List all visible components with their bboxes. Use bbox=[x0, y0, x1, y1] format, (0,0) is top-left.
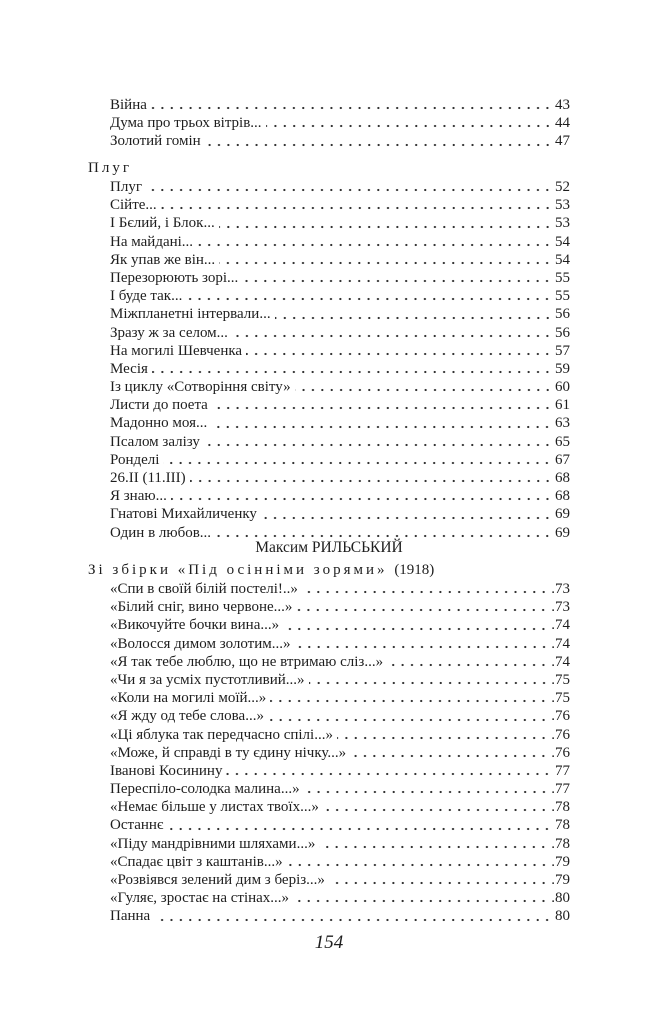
toc-entry bbox=[88, 378, 570, 396]
entry-page: .75 bbox=[551, 690, 570, 707]
toc-entry bbox=[88, 871, 570, 889]
toc-entry bbox=[88, 214, 570, 232]
entry-title: Гнатові Михайличенку bbox=[110, 506, 257, 523]
entry-page: 68 bbox=[555, 470, 570, 486]
entry-page: .73 bbox=[551, 581, 570, 597]
dot-leader bbox=[215, 528, 552, 538]
dot-leader bbox=[242, 273, 552, 283]
entry-page: 54 bbox=[555, 251, 570, 268]
entry-page: 53 bbox=[555, 215, 570, 232]
dot-leader bbox=[232, 328, 552, 338]
toc-entry bbox=[88, 196, 570, 214]
dot-leader bbox=[219, 219, 552, 229]
dot-leader bbox=[190, 473, 552, 483]
section-title: Зі збірки «Під осінніми зорями» bbox=[88, 562, 388, 578]
entry-page: .77 bbox=[551, 781, 570, 798]
section-heading bbox=[88, 560, 570, 580]
dot-leader bbox=[266, 118, 552, 128]
entry-page: 60 bbox=[555, 379, 570, 396]
toc-entry bbox=[88, 616, 570, 634]
dot-leader bbox=[295, 382, 552, 392]
entry-title: «Може, й справді в ту єдину нічку...» bbox=[110, 744, 347, 761]
entry-title: «Спадає цвіт з каштанів...» bbox=[110, 853, 283, 870]
toc-entry bbox=[88, 580, 570, 598]
entry-title: Дума про трьох вітрів... bbox=[110, 115, 262, 132]
dot-leader bbox=[283, 621, 548, 631]
toc-entry bbox=[88, 324, 570, 342]
dot-leader bbox=[309, 675, 549, 685]
section-year: (1918) bbox=[394, 562, 435, 578]
entry-page: 63 bbox=[555, 415, 570, 432]
entry-page: 57 bbox=[555, 342, 570, 359]
dot-leader bbox=[387, 657, 548, 667]
dot-leader bbox=[204, 437, 552, 447]
entry-page: 69 bbox=[555, 506, 570, 523]
entry-title: Сійте... bbox=[110, 197, 157, 214]
entry-page: 68 bbox=[555, 488, 570, 505]
dot-leader bbox=[296, 602, 548, 612]
dot-leader bbox=[163, 455, 552, 465]
dot-leader bbox=[226, 766, 552, 776]
entry-title: «Ці яблука так передчасно спілі...» bbox=[110, 726, 333, 743]
dot-leader bbox=[171, 491, 552, 501]
entry-title: 26.II (11.III) bbox=[110, 470, 186, 486]
dot-leader bbox=[205, 137, 552, 147]
toc-entry bbox=[88, 635, 570, 653]
entry-page: 47 bbox=[555, 133, 570, 150]
entry-page: 56 bbox=[555, 324, 570, 341]
dot-leader bbox=[151, 100, 552, 110]
entry-title: Як упав же він... bbox=[110, 251, 216, 268]
entry-title: Із циклу «Сотворіння світу» bbox=[110, 379, 291, 396]
dot-leader bbox=[329, 875, 548, 885]
toc-entry bbox=[88, 671, 570, 689]
dot-leader bbox=[186, 291, 552, 301]
toc-entry bbox=[88, 360, 570, 378]
toc-entry bbox=[88, 689, 570, 707]
toc-entry bbox=[88, 780, 570, 798]
entry-page: .79 bbox=[551, 853, 570, 870]
entry-title: Зразу ж за селом... bbox=[110, 324, 228, 341]
entry-title: Іванові Косинину bbox=[110, 762, 223, 779]
toc-group-rylsky bbox=[88, 560, 570, 926]
dot-leader bbox=[212, 400, 552, 410]
entry-page: .74 bbox=[551, 653, 570, 670]
entry-page: 69 bbox=[555, 524, 570, 541]
entry-page: .80 bbox=[551, 890, 570, 907]
dot-leader bbox=[167, 821, 552, 831]
toc-entry bbox=[88, 505, 570, 523]
dot-leader bbox=[350, 748, 548, 758]
entry-page: 59 bbox=[555, 360, 570, 377]
page-number: 154 bbox=[314, 932, 344, 953]
entry-title: «Волосся димом золотим...» bbox=[110, 635, 291, 652]
entry-title: Я знаю... bbox=[110, 488, 167, 505]
dot-leader bbox=[261, 510, 552, 520]
toc-entry bbox=[88, 114, 570, 132]
toc-entry bbox=[88, 433, 570, 451]
toc-entry bbox=[88, 889, 570, 907]
entry-page: 54 bbox=[555, 233, 570, 250]
entry-page: 61 bbox=[555, 397, 570, 414]
entry-title: Один в любов... bbox=[110, 524, 212, 541]
entry-title: Переспіло-солодка малина...» bbox=[110, 781, 300, 798]
entry-page: 56 bbox=[555, 306, 570, 323]
toc-entry bbox=[88, 396, 570, 414]
toc-group-1 bbox=[88, 96, 570, 151]
toc-entry bbox=[88, 907, 570, 925]
dot-leader bbox=[275, 310, 552, 320]
entry-page: .74 bbox=[551, 635, 570, 652]
toc-entry bbox=[88, 132, 570, 150]
entry-page: .78 bbox=[551, 835, 570, 852]
section-heading: Плуг bbox=[88, 160, 132, 176]
dot-leader bbox=[219, 255, 552, 265]
entry-title: Золотий гомін bbox=[110, 133, 201, 150]
toc-entry bbox=[88, 469, 570, 487]
entry-page: 55 bbox=[555, 288, 570, 305]
entry-title: Панна bbox=[110, 908, 151, 925]
dot-leader bbox=[211, 419, 552, 429]
dot-leader bbox=[154, 912, 552, 922]
entry-title: Останнє bbox=[110, 817, 164, 834]
entry-title: «Спи в своїй білій постелі!..» bbox=[110, 581, 298, 597]
toc-entry bbox=[88, 451, 570, 469]
toc-entry bbox=[88, 251, 570, 269]
entry-title: Перезорюють зорі... bbox=[110, 269, 239, 286]
entry-title: Міжпланетні інтервали... bbox=[110, 306, 271, 323]
toc-entry bbox=[88, 653, 570, 671]
dot-leader bbox=[323, 802, 548, 812]
dot-leader bbox=[146, 182, 552, 192]
entry-title: І Бєлий, і Блок... bbox=[110, 215, 215, 232]
toc-entry bbox=[88, 342, 570, 360]
entry-page: 55 bbox=[555, 269, 570, 286]
entry-title: Месія bbox=[110, 360, 148, 377]
toc-entry bbox=[88, 96, 570, 114]
entry-page: .79 bbox=[551, 872, 570, 888]
entry-title: «Піду мандрівними шляхами...» bbox=[110, 835, 316, 852]
dot-leader bbox=[270, 693, 548, 703]
toc-group-plug bbox=[88, 158, 570, 542]
dot-leader bbox=[293, 893, 548, 903]
entry-page: .75 bbox=[551, 671, 570, 688]
toc-entry bbox=[88, 414, 570, 432]
entry-title: Ронделі bbox=[110, 451, 160, 468]
dot-leader bbox=[287, 857, 549, 867]
entry-page: 65 bbox=[555, 433, 570, 450]
entry-title: «Коли на могилі моїй...» bbox=[110, 690, 267, 707]
entry-page: 44 bbox=[555, 115, 570, 132]
entry-title: Плуг bbox=[110, 179, 142, 195]
entry-title: Війна bbox=[110, 97, 147, 113]
entry-page: .78 bbox=[551, 799, 570, 816]
dot-leader bbox=[337, 730, 548, 740]
dot-leader bbox=[268, 712, 548, 722]
toc-entry bbox=[88, 835, 570, 853]
dot-leader bbox=[246, 346, 552, 356]
entry-title: На майдані... bbox=[110, 233, 194, 250]
entry-page: 67 bbox=[555, 451, 570, 468]
toc-entry bbox=[88, 744, 570, 762]
entry-title: І буде так... bbox=[110, 288, 183, 305]
entry-title: На могилі Шевченка bbox=[110, 342, 243, 359]
entry-page: .73 bbox=[551, 599, 570, 616]
author-heading: Максим РИЛЬСЬКИЙ bbox=[255, 539, 403, 556]
toc-entry bbox=[88, 269, 570, 287]
dot-leader bbox=[304, 784, 549, 794]
entry-title: «Немає більше у листах твоїх...» bbox=[110, 799, 319, 816]
dot-leader bbox=[152, 364, 552, 374]
toc-entry bbox=[88, 598, 570, 616]
entry-title: «Викочуйте бочки вина...» bbox=[110, 617, 280, 634]
toc-entry bbox=[88, 726, 570, 744]
entry-title: «Я так тебе люблю, що не втримаю сліз...» bbox=[110, 653, 384, 670]
toc-entry bbox=[88, 707, 570, 725]
toc-entry bbox=[88, 816, 570, 834]
entry-page: .74 bbox=[551, 617, 570, 634]
entry-title: «Розвіявся зелений дим з беріз...» bbox=[110, 872, 325, 888]
toc-entry bbox=[88, 178, 570, 196]
entry-title: «Чи я за усміх пустотливий...» bbox=[110, 671, 305, 688]
dot-leader bbox=[302, 584, 548, 594]
dot-leader bbox=[197, 237, 552, 247]
entry-page: 80 bbox=[555, 908, 570, 925]
entry-page: 77 bbox=[555, 762, 570, 779]
toc-entry bbox=[88, 853, 570, 871]
toc-entry bbox=[88, 287, 570, 305]
entry-page: .76 bbox=[551, 726, 570, 743]
entry-page: 53 bbox=[555, 197, 570, 214]
toc-entry bbox=[88, 487, 570, 505]
entry-page: 78 bbox=[555, 817, 570, 834]
dot-leader bbox=[161, 200, 552, 210]
entry-title: Псалом залізу bbox=[110, 433, 200, 450]
entry-page: 52 bbox=[555, 179, 570, 195]
entry-page: 43 bbox=[555, 97, 570, 113]
entry-title: Мадонно моя... bbox=[110, 415, 208, 432]
dot-leader bbox=[319, 839, 548, 849]
entry-title: «Гуляє, зростає на стінах...» bbox=[110, 890, 290, 907]
dot-leader bbox=[295, 639, 549, 649]
toc-entry bbox=[88, 798, 570, 816]
entry-title: Листи до поета bbox=[110, 397, 208, 414]
entry-title: «Я жду од тебе слова...» bbox=[110, 708, 264, 725]
toc-entry bbox=[88, 305, 570, 323]
entry-title: «Білий сніг, вино червоне...» bbox=[110, 599, 293, 616]
entry-page: .76 bbox=[551, 744, 570, 761]
toc-entry bbox=[88, 762, 570, 780]
entry-page: .76 bbox=[551, 708, 570, 725]
toc-entry bbox=[88, 233, 570, 251]
